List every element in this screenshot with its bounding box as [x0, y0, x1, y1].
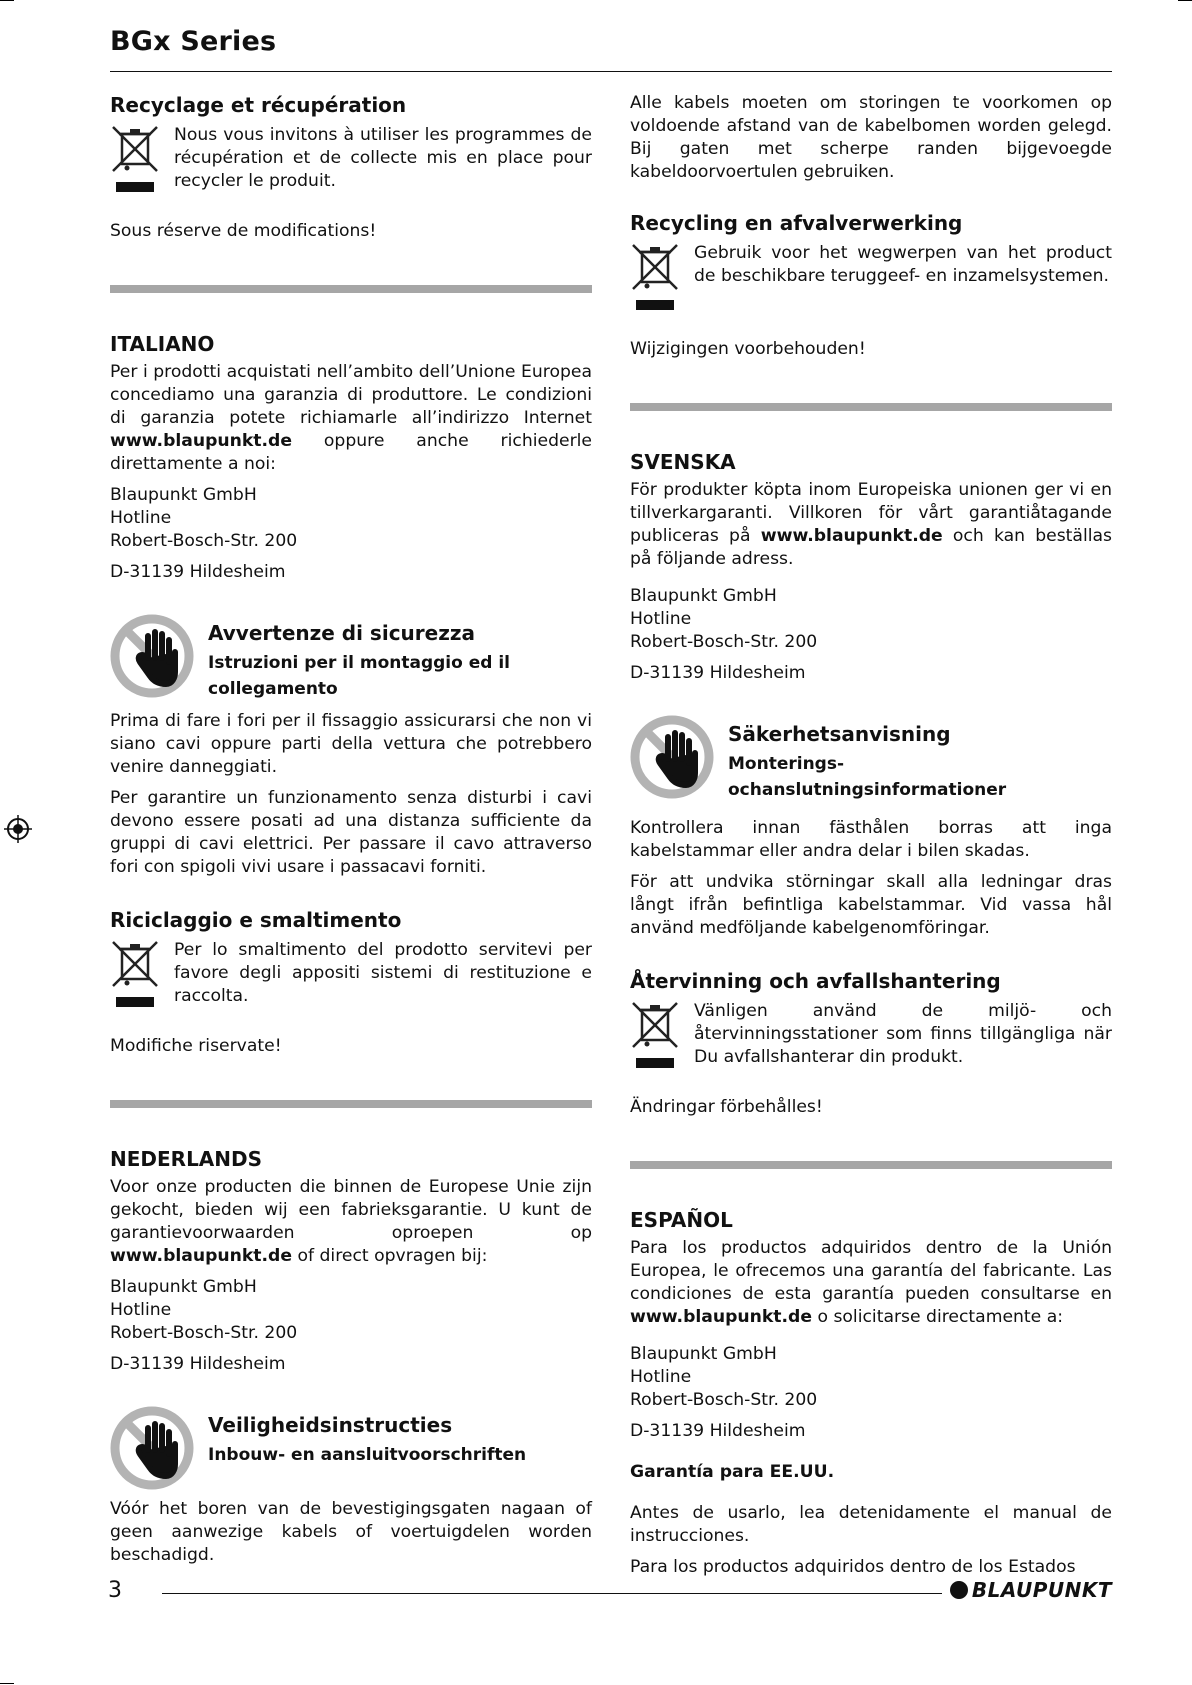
warranty-text: Per i prodotti acquistati nell’ambito dell’Unione Europea concediamo una garanzia di produttore. Le condizioni di garanzia potete richiamarle all’indirizzo Internet www.blaupunkt.de oppure anche richiederle direttamente a noi:: [110, 362, 592, 474]
language-heading: ITALIANO: [110, 332, 215, 356]
warranty-link[interactable]: www.blaupunkt.de: [760, 526, 943, 546]
section-divider: [110, 1100, 592, 1108]
crop-mark: [0, 1683, 14, 1684]
right-column: [630, 92, 1112, 1587]
crossed-bin-icon: [110, 124, 162, 194]
crop-mark: [1178, 0, 1192, 1]
address-block: Blaupunkt GmbH Hotline Robert-Bosch-Str. 200 D-31139 Hildesheim: [110, 485, 298, 582]
notice-text: Modifiche riservate!: [110, 1036, 282, 1056]
safety-block: [110, 1406, 592, 1490]
stop-hand-icon: [630, 715, 714, 799]
warranty-text: För produkter köpta inom Europeiska unionen ger vi en tillverkargaranti. Villkoren för vårt garantiåtagande publiceras på www.blaupunkt.de och kan beställas på följande adress.: [630, 480, 1112, 569]
footer-rule: [162, 1593, 942, 1594]
recycle-text: Vänligen använd de miljö- och återvinningsstationer som finns tillgängliga när Du avfallshanterar din produkt.: [694, 1001, 1112, 1067]
safety-paragraph: Prima di fare i fori per il fissaggio assicurarsi che non vi siano cavi oppure parti della vettura che potrebbero venire danneggiati.: [110, 711, 592, 777]
warranty-link[interactable]: www.blaupunkt.de: [110, 431, 293, 451]
page-number: 3: [108, 1578, 122, 1603]
crossed-bin-icon: [630, 242, 682, 312]
address-block: Blaupunkt GmbH Hotline Robert-Bosch-Str. 200 D-31139 Hildesheim: [630, 1344, 818, 1441]
crop-mark: [0, 0, 14, 1]
safety-paragraph: Per garantire un funzionamento senza disturbi i cavi devono essere posati ad una distanza sufficiente da gruppi di cavi elettrici. Per passare il cavo attraverso fori con spigoli vivi usare i passacavi forniti.: [110, 788, 592, 877]
page-title: BGx Series: [110, 26, 277, 57]
crossed-bin-icon: [630, 1000, 682, 1070]
safety-block: [110, 614, 592, 702]
address-block: Blaupunkt GmbH Hotline Robert-Bosch-Str. 200 D-31139 Hildesheim: [110, 1277, 298, 1374]
left-column: [110, 92, 592, 1575]
section-divider: [630, 1161, 1112, 1169]
language-heading: ESPAÑOL: [630, 1208, 733, 1232]
safety-subtitle: Inbouw- en aansluitvoorschriften: [208, 1445, 527, 1465]
section-divider: [630, 403, 1112, 411]
page-footer: [108, 1578, 1112, 1608]
recycle-text: Gebruik voor het wegwerpen van het product de beschikbare teruggeef- en inzamelsystemen.: [694, 243, 1112, 286]
safety-title: Säkerhetsanvisning: [728, 722, 951, 746]
section-title: Riciclaggio e smaltimento: [110, 908, 402, 932]
stop-hand-icon: [110, 614, 194, 698]
recycle-block: [630, 1000, 1112, 1070]
section-title: Recycling en afvalverwerking: [630, 211, 963, 235]
section-title: Recyclage et récupération: [110, 93, 407, 117]
safety-title: Avvertenze di sicurezza: [208, 621, 475, 645]
body-paragraph: Para los productos adquiridos dentro de los Estados: [630, 1557, 1076, 1577]
page-header: [110, 26, 1112, 72]
recycle-block: [110, 939, 592, 1009]
safety-subtitle: Monterings- ochanslutningsinformationer: [728, 754, 1007, 800]
stop-hand-icon: [110, 1406, 194, 1490]
recycle-block: [630, 242, 1112, 312]
recycle-text: Per lo smaltimento del prodotto servitevi per favore degli appositi sistemi di restituzione e raccolta.: [174, 940, 592, 1006]
warranty-text: Para los productos adquiridos dentro de la Unión Europea, le ofrecemos una garantía del fabricante. Las condiciones de esta garantía pueden consultarse en www.blaupunkt.de o solicitarse directamente a:: [630, 1238, 1112, 1327]
safety-block: [630, 715, 1112, 803]
language-heading: NEDERLANDS: [110, 1147, 263, 1171]
language-heading: SVENSKA: [630, 450, 736, 474]
notice-text: Sous réserve de modifications!: [110, 221, 377, 241]
body-paragraph: Antes de usarlo, lea detenidamente el manual de instrucciones.: [630, 1503, 1112, 1546]
recycle-block: [110, 124, 592, 194]
address-block: Blaupunkt GmbH Hotline Robert-Bosch-Str. 200 D-31139 Hildesheim: [630, 586, 818, 683]
recycle-text: Nous vous invitons à utiliser les programmes de récupération et de collecte mis en place pour recycler le produit.: [174, 125, 592, 191]
safety-paragraph: Vóór het boren van de bevestigingsgaten nagaan of geen aanwezige kabels of voertuigdelen worden beschadigd.: [110, 1499, 592, 1565]
brand-dot-icon: [950, 1581, 968, 1599]
safety-paragraph: Alle kabels moeten om storingen te voorkomen op voldoende afstand van de kabelbomen worden gelegd. Bij gaten met scherpe randen bijgevoegde kabeldoorvoertulen gebruiken.: [630, 93, 1112, 182]
notice-text: Ändringar förbehålles!: [630, 1097, 823, 1117]
registration-mark-icon: [4, 815, 32, 843]
warranty-link[interactable]: www.blaupunkt.de: [630, 1307, 813, 1327]
safety-paragraph: För att undvika störningar skall alla ledningar dras långt ifrån befintliga kabelstammar. Vid vassa hål använd medföljande kabelgenomföringar.: [630, 872, 1112, 938]
safety-title: Veiligheidsinstructies: [208, 1413, 453, 1437]
warranty-link[interactable]: www.blaupunkt.de: [110, 1246, 293, 1266]
safety-subtitle: Istruzioni per il montaggio ed il collegamento: [208, 653, 511, 699]
section-divider: [110, 285, 592, 293]
notice-text: Wijzigingen voorbehouden!: [630, 339, 866, 359]
safety-paragraph: Kontrollera innan fästhålen borras att inga kabelstammar eller andra delar i bilen skadas.: [630, 818, 1112, 861]
crossed-bin-icon: [110, 939, 162, 1009]
brand-name: BLAUPUNKT: [971, 1578, 1112, 1602]
section-title: Återvinning och avfallshantering: [630, 969, 1001, 993]
brand-logo: [950, 1578, 1112, 1602]
subsection-title: Garantía para EE.UU.: [630, 1462, 835, 1482]
warranty-text: Voor onze producten die binnen de Europese Unie zijn gekocht, bieden wij een fabrieksgarantie. U kunt de garantievoorwaarden oproepen op www.blaupunkt.de of direct opvragen bij:: [110, 1177, 592, 1266]
